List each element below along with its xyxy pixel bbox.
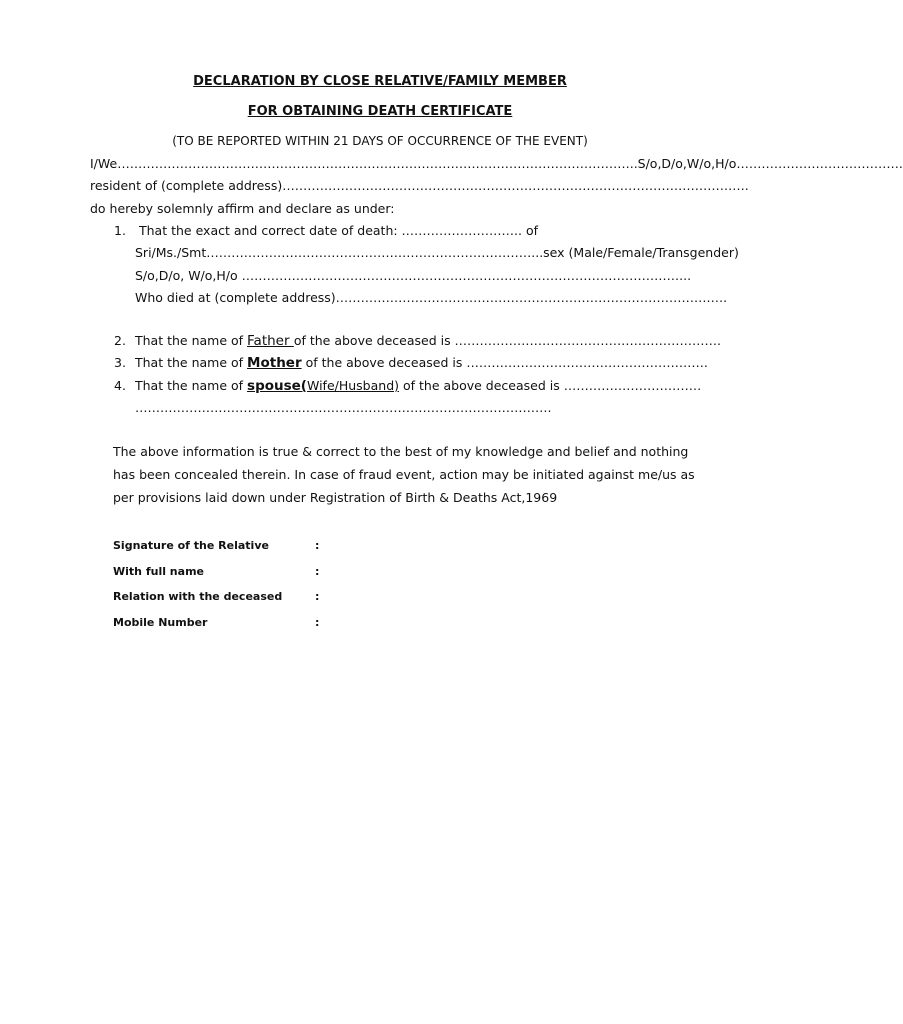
date-of-death-line: That the exact and correct date of death: ……………………….. of: [139, 223, 539, 238]
spouse-keyword: spouse(: [247, 378, 307, 394]
mobile-number-colon: :: [315, 616, 320, 629]
statement-line: The above information is true & correct to the best of my knowledge and belief and nothing: [113, 444, 689, 459]
mobile-number-label: Mobile Number: [113, 616, 208, 629]
item-number: 2.: [114, 333, 126, 348]
document-title: DECLARATION BY CLOSE RELATIVE/FAMILY MEMBER: [193, 74, 567, 89]
deceased-relation-line: S/o,D/o, W/o,H/o ……………………………………………………………………………………………...: [135, 268, 692, 283]
item-text: of the above deceased is ……………………………: [399, 378, 702, 393]
spouse-name-continuation: ……………………………………………………………………………………….: [135, 400, 552, 415]
item-text: That the name of: [135, 355, 248, 370]
place-of-death-line: Who died at (complete address)………………………………………………………………………………….: [135, 290, 728, 305]
declarant-address-line: resident of (complete address)………………………………………………………………………………………………….: [90, 178, 749, 193]
affirmation-line: do hereby solemnly affirm and declare as under:: [90, 201, 395, 216]
item-text: of the above deceased is ………………………………………………….: [301, 355, 708, 370]
spouse-name-line: [135, 378, 701, 394]
item-text: of the above deceased is ……………………………………………………….: [293, 333, 722, 348]
mother-keyword: Mother: [247, 355, 302, 371]
relation-label: Relation with the deceased: [113, 590, 283, 603]
reporting-note: (TO BE REPORTED WITHIN 21 DAYS OF OCCURRENCE OF THE EVENT): [172, 134, 588, 148]
item-text: That the name of: [135, 333, 248, 348]
document-title-line2: FOR OBTAINING DEATH CERTIFICATE: [247, 104, 513, 119]
signature-colon: :: [315, 539, 320, 552]
full-name-label: With full name: [113, 565, 204, 578]
item-number: 4.: [114, 378, 126, 393]
item-number: 1.: [114, 223, 126, 238]
father-keyword: Father: [247, 333, 294, 349]
item-text: That the name of: [135, 378, 248, 393]
relation-colon: :: [315, 590, 320, 603]
mother-name-line: [135, 355, 708, 371]
deceased-name-line: Sri/Ms./Smt……………………………………………………………………...sex (Male/Female/Transgender): [135, 245, 739, 260]
father-name-line: [135, 333, 721, 349]
item-number: 3.: [114, 355, 126, 370]
spouse-type: Wife/Husband): [306, 378, 400, 393]
full-name-colon: :: [315, 565, 320, 578]
statement-line: per provisions laid down under Registration of Birth & Deaths Act,1969: [113, 490, 558, 505]
declarant-name-line: I/We……………………………………………………………………………………………………………..S/o,D/o,W/o,H/o………………………………….: [90, 156, 903, 171]
statement-line: has been concealed therein. In case of fraud event, action may be initiated against me/us as: [113, 467, 695, 482]
signature-label: Signature of the Relative: [113, 539, 269, 552]
